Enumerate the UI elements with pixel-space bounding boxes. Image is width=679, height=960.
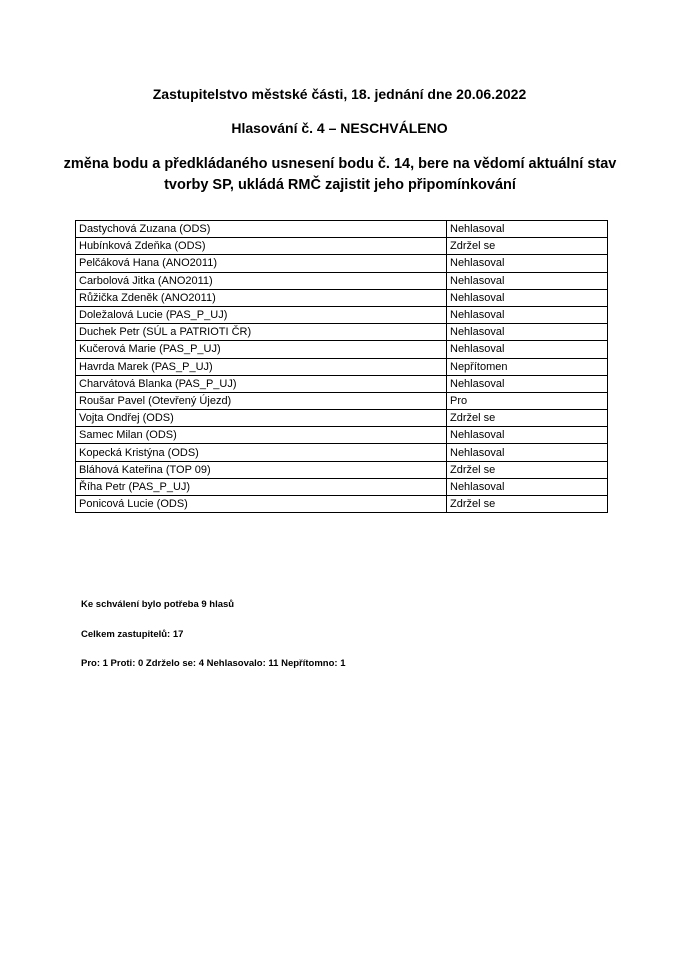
member-name-cell: Carbolová Jitka (ANO2011) — [76, 272, 447, 289]
member-name-cell: Charvátová Blanka (PAS_P_UJ) — [76, 375, 447, 392]
table-row — [76, 289, 608, 306]
member-vote-cell: Nehlasoval — [447, 478, 608, 495]
total-members-text: Celkem zastupitelů: 17 — [81, 629, 184, 640]
table-row — [76, 478, 608, 495]
member-vote-cell: Nehlasoval — [447, 221, 608, 238]
member-vote-cell: Nehlasoval — [447, 444, 608, 461]
member-vote-cell: Zdržel se — [447, 496, 608, 513]
member-name-cell: Hubínková Zdeňka (ODS) — [76, 238, 447, 255]
table-row — [76, 461, 608, 478]
vote-subject: změna bodu a předkládaného usnesení bodu č. 14, bere na vědomí aktuální stav tvorby SP, ukládá RMČ zajistit jeho připomínkování — [63, 156, 617, 193]
member-name-cell: Vojta Ondřej (ODS) — [76, 410, 447, 427]
member-name-cell: Kopecká Kristýna (ODS) — [76, 444, 447, 461]
table-row — [76, 306, 608, 323]
member-vote-cell: Nehlasoval — [447, 272, 608, 289]
votes-table — [75, 220, 608, 513]
member-vote-cell: Nehlasoval — [447, 306, 608, 323]
member-name-cell: Růžička Zdeněk (ANO2011) — [76, 289, 447, 306]
member-vote-cell: Nehlasoval — [447, 375, 608, 392]
member-vote-cell: Nehlasoval — [447, 324, 608, 341]
member-name-cell: Duchek Petr (SÚL a PATRIOTI ČR) — [76, 324, 447, 341]
member-name-cell: Pelčáková Hana (ANO2011) — [76, 255, 447, 272]
votes-table-body — [76, 221, 608, 513]
table-row — [76, 324, 608, 341]
table-row — [76, 375, 608, 392]
vote-result-heading: Hlasování č. 4 – NESCHVÁLENO — [231, 120, 448, 136]
member-name-cell: Kučerová Marie (PAS_P_UJ) — [76, 341, 447, 358]
table-row — [76, 392, 608, 409]
member-vote-cell: Nehlasoval — [447, 289, 608, 306]
member-vote-cell: Zdržel se — [447, 410, 608, 427]
member-vote-cell: Nehlasoval — [447, 427, 608, 444]
member-vote-cell: Nepřítomen — [447, 358, 608, 375]
member-name-cell: Roušar Pavel (Otevřený Újezd) — [76, 392, 447, 409]
table-row — [76, 496, 608, 513]
table-row — [76, 341, 608, 358]
member-name-cell: Havrda Marek (PAS_P_UJ) — [76, 358, 447, 375]
table-row — [76, 444, 608, 461]
member-vote-cell: Pro — [447, 392, 608, 409]
member-name-cell: Samec Milan (ODS) — [76, 427, 447, 444]
document-title: Zastupitelstvo městské části, 18. jednání dne 20.06.2022 — [152, 86, 527, 102]
member-name-cell: Dastychová Zuzana (ODS) — [76, 221, 447, 238]
vote-tally-text: Pro: 1 Proti: 0 Zdrželo se: 4 Nehlasovalo: 11 Nepřítomno: 1 — [81, 658, 346, 669]
member-name-cell: Doležalová Lucie (PAS_P_UJ) — [76, 306, 447, 323]
table-row — [76, 427, 608, 444]
member-vote-cell: Zdržel se — [447, 238, 608, 255]
member-name-cell: Ponicová Lucie (ODS) — [76, 496, 447, 513]
table-row — [76, 255, 608, 272]
table-row — [76, 272, 608, 289]
table-row — [76, 358, 608, 375]
votes-needed-text: Ke schválení bylo potřeba 9 hlasů — [81, 599, 235, 610]
member-vote-cell: Zdržel se — [447, 461, 608, 478]
member-name-cell: Bláhová Kateřina (TOP 09) — [76, 461, 447, 478]
member-vote-cell: Nehlasoval — [447, 255, 608, 272]
member-name-cell: Říha Petr (PAS_P_UJ) — [76, 478, 447, 495]
member-vote-cell: Nehlasoval — [447, 341, 608, 358]
table-row — [76, 221, 608, 238]
table-row — [76, 238, 608, 255]
table-row — [76, 410, 608, 427]
